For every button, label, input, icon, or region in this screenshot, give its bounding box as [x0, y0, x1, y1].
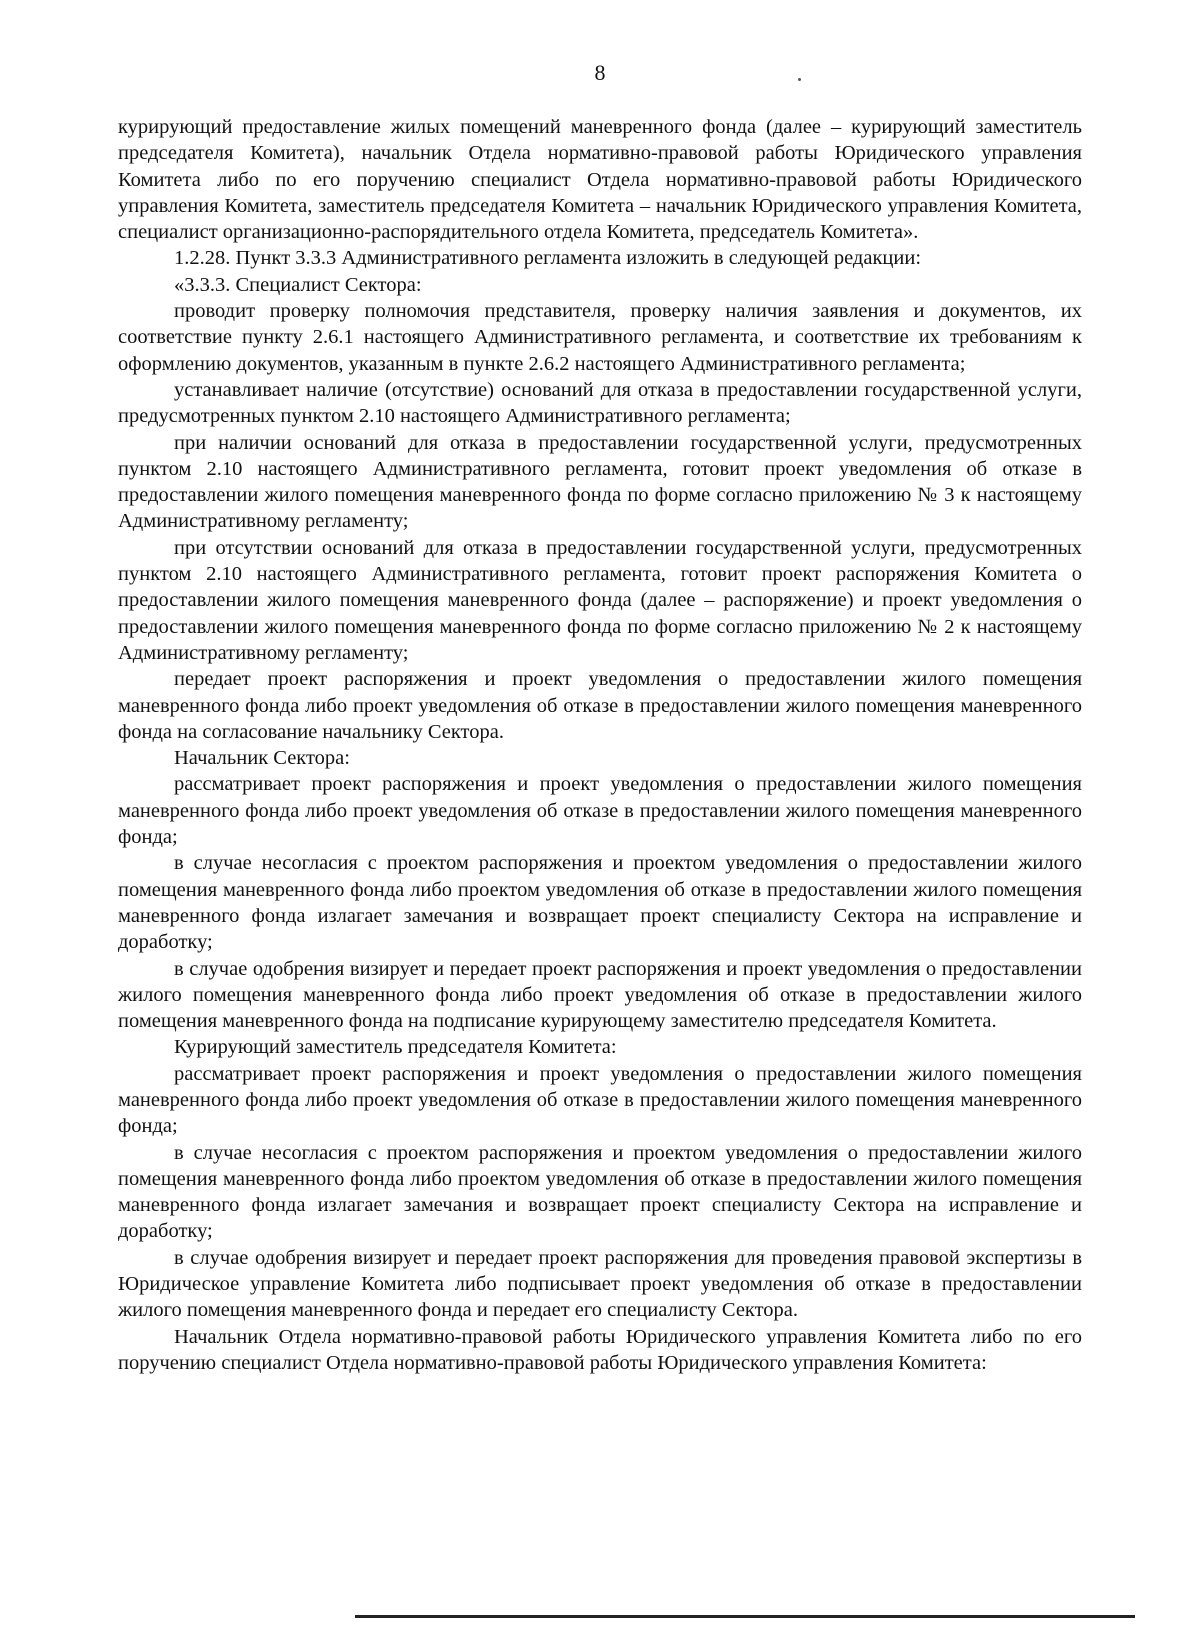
paragraph-refusal-draft: при наличии оснований для отказа в предоставлении государственной услуги, предусмотренных пунктом 2.10 настоящего Административного регламента, готовит проект уведомления об отказе в предоставлении жилого помещения маневренного фонда по форме согласно приложению № 3 к настоящему Административному регламенту; — [118, 431, 1082, 533]
paragraph-sector-head-heading: Начальник Сектора: — [174, 747, 350, 770]
paragraph-legal-dept-heading: Начальник Отдела нормативно-правовой работы Юридического управления Комитета либо по его поручению специалист Отдела нормативно-правовой работы Юридического управления Комитета: — [118, 1325, 1082, 1374]
paragraph-sector-head-disagree: в случае несогласия с проектом распоряжения и проектом уведомления о предоставлении жилого помещения маневренного фонда либо проектом уведомления об отказе в предоставлении жилого помещения маневренного фонда излагает замечания и возвращает проект специалисту Сектора на исправление и доработку; — [118, 852, 1082, 954]
document-body — [118, 114, 1082, 1376]
paragraph-establish-grounds: устанавливает наличие (отсутствие) оснований для отказа в предоставлении государственной услуги, предусмотренных пунктом 2.10 настоящего Административного регламента; — [118, 378, 1082, 428]
paragraph-deputy-disagree: в случае несогласия с проектом распоряжения и проектом уведомления о предоставлении жилого помещения маневренного фонда либо проектом уведомления об отказе в предоставлении жилого помещения маневренного фонда излагает замечания и возвращает проект специалисту Сектора на исправление и доработку; — [118, 1141, 1082, 1243]
page-number: 8 — [594, 60, 606, 85]
paragraph-clause-1-2-28: 1.2.28. Пункт 3.3.3 Административного регламента изложить в следующей редакции: — [174, 247, 922, 270]
scan-edge-line — [355, 1615, 1135, 1618]
scan-speck — [798, 78, 801, 81]
paragraph-clause-3-3-3-heading: «3.3.3. Специалист Сектора: — [174, 273, 422, 296]
paragraph-sector-head-approve: в случае одобрения визирует и передает проект распоряжения и проект уведомления о предоставлении жилого помещения маневренного фонда либо проект уведомления об отказе в предоставлении жилого помещения маневренного фонда на подписание курирующему заместителю председателя Комитета. — [118, 957, 1082, 1033]
paragraph-deputy-review: рассматривает проект распоряжения и проект уведомления о предоставлении жилого помещения маневренного фонда либо проект уведомления об отказе в предоставлении жилого помещения маневренного фонда; — [118, 1062, 1082, 1138]
paragraph-check-authority: проводит проверку полномочия представителя, проверку наличия заявления и документов, их соответствие пункту 2.6.1 настоящего Административного регламента, и соответствие их требованиям к оформлению документов, указанным в пункте 2.6.2 настоящего Административного регламента; — [118, 300, 1082, 375]
paragraph-sector-head-review: рассматривает проект распоряжения и проект уведомления о предоставлении жилого помещения маневренного фонда либо проект уведомления об отказе в предоставлении жилого помещения маневренного фонда; — [118, 773, 1082, 849]
paragraph-deputy-approve: в случае одобрения визирует и передает проект распоряжения для проведения правовой экспертизы в Юридическое управление Комитета либо подписывает проект уведомления об отказе в предоставлении жилого помещения маневренного фонда и передает его специалисту Сектора. — [118, 1246, 1082, 1322]
paragraph-continuation: курирующий предоставление жилых помещений маневренного фонда (далее – курирующий заместитель председателя Комитета), начальник Отдела нормативно-правовой работы Юридического управления Комитета либо по его поручению специалист Отдела нормативно-правовой работы Юридического управления Комитета, заместитель председателя Комитета – начальник Юридического управления Комитета, специалист организационно-распорядительного отдела Комитета, председатель Комитета». — [118, 116, 1082, 244]
paragraph-transfer-approval: передает проект распоряжения и проект уведомления о предоставлении жилого помещения маневренного фонда либо проект уведомления об отказе в предоставлении жилого помещения маневренного фонда на согласование начальнику Сектора. — [118, 668, 1082, 743]
paragraph-deputy-heading: Курирующий заместитель председателя Комитета: — [174, 1036, 617, 1059]
paragraph-order-draft: при отсутствии оснований для отказа в предоставлении государственной услуги, предусмотренных пунктом 2.10 настоящего Административного регламента, готовит проект распоряжения Комитета о предоставлении жилого помещения маневренного фонда (далее – распоряжение) и проект уведомления о предоставлении жилого помещения маневренного фонда по форме согласно приложению № 2 к настоящему Административному регламенту; — [118, 536, 1082, 664]
